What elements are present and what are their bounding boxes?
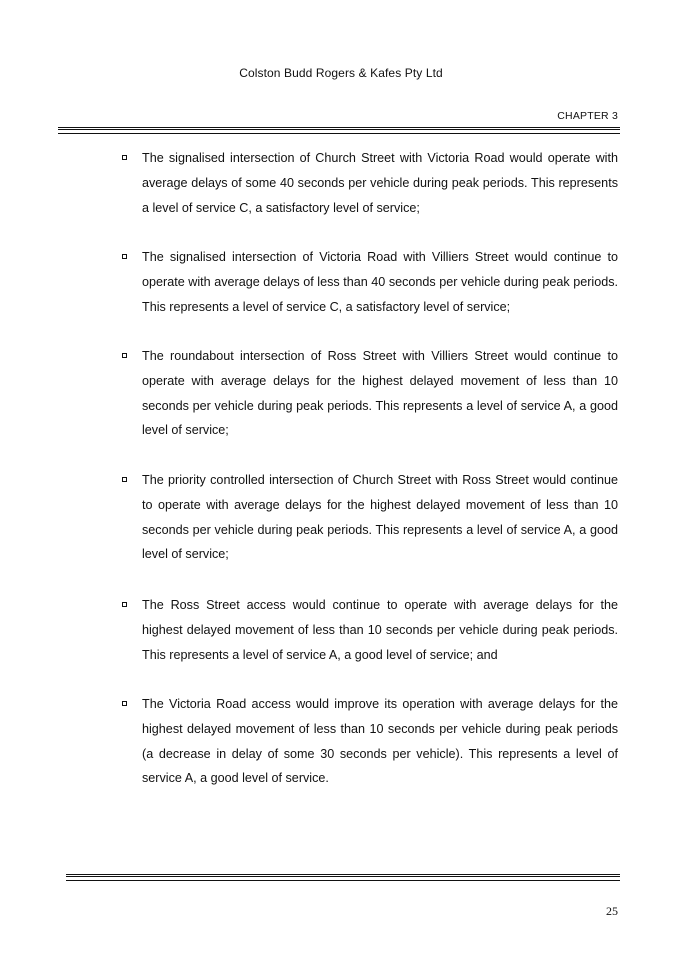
square-bullet-icon bbox=[122, 701, 127, 706]
square-bullet-icon bbox=[122, 602, 127, 607]
list-item-text: The signalised intersection of Church Street with Victoria Road would operate with average delays of some 40 seconds per vehicle during peak periods. This represents a level of service C, a satisfactory level of service; bbox=[142, 151, 618, 215]
list-item-text: The Ross Street access would continue to operate with average delays for the highest delayed movement of less than 10 seconds per vehicle during peak periods. This represents a level of service A, a good level of service; and bbox=[142, 598, 618, 662]
list-item-text: The priority controlled intersection of Church Street with Ross Street would continue to operate with average delays for the highest delayed movement of less than 10 seconds per vehicle during peak periods. This represents a level of service A, a good level of service; bbox=[142, 473, 618, 562]
page-number: 25 bbox=[606, 904, 618, 918]
chapter-label: CHAPTER 3 bbox=[557, 110, 618, 122]
company-name: Colston Budd Rogers & Kafes Pty Ltd bbox=[239, 66, 443, 80]
square-bullet-icon bbox=[122, 155, 127, 160]
list-item-text: The signalised intersection of Victoria Road with Villiers Street would continue to operate with average delays of less than 40 seconds per vehicle during peak periods. This represents a level of service C, a satisfactory level of service; bbox=[142, 250, 618, 314]
footer-divider bbox=[66, 874, 620, 881]
list-item-text: The roundabout intersection of Ross Street with Villiers Street would continue to operate with average delays for the highest delayed movement of less than 10 seconds per vehicle during peak periods. This represents a level of service A, a good level of service; bbox=[142, 349, 618, 438]
list-item-text: The Victoria Road access would improve its operation with average delays for the highest delayed movement of less than 10 seconds per vehicle during peak periods (a decrease in delay of some 30 seconds per vehicle). This represents a level of service A, a good level of service. bbox=[142, 697, 618, 786]
square-bullet-icon bbox=[122, 353, 127, 358]
square-bullet-icon bbox=[122, 254, 127, 259]
header-divider bbox=[58, 127, 620, 134]
square-bullet-icon bbox=[122, 477, 127, 482]
